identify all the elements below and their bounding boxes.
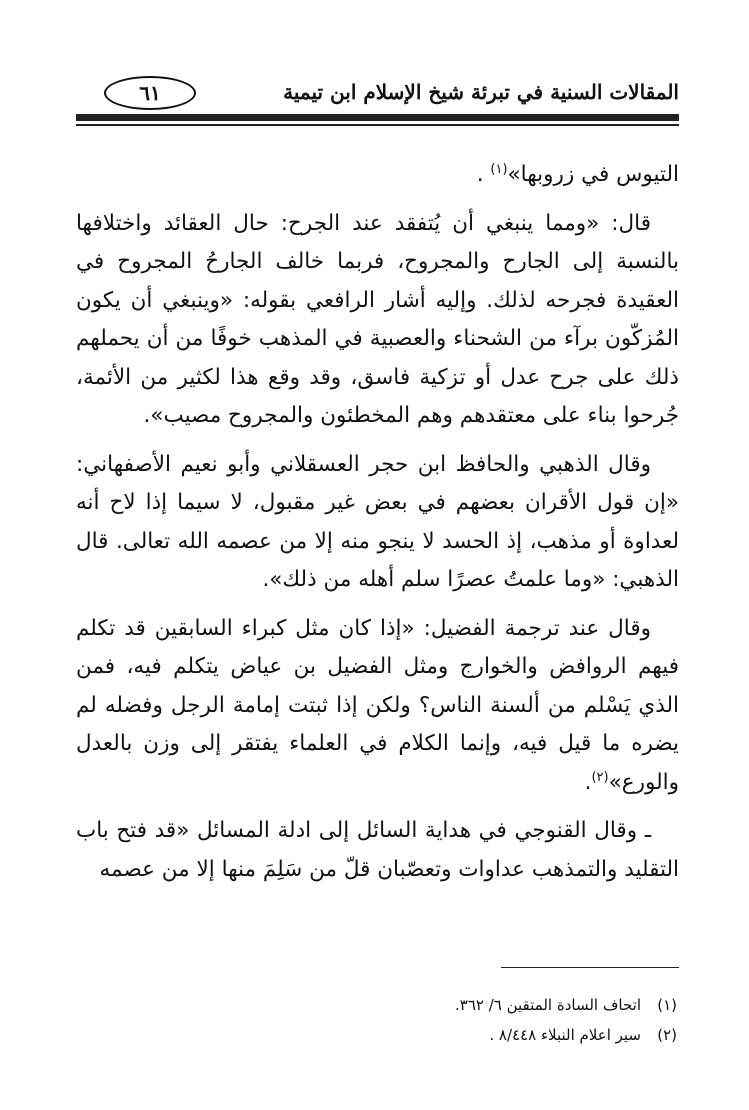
footnote-divider (501, 967, 679, 968)
paragraph (76, 156, 679, 195)
paragraph-text: وقال الذهبي والحافظ ابن حجر العسقلاني وأبو نعيم الأصفهاني: «إن قول الأقران بعضهم في بعض غير مقبول، لا سيما إذا لاح أنه لعداوة أو مذهب، إذ الحسد لا ينجو منه إلا من عصمه الله تعالى. قال الذهبي: «وما علمتُ عصرًا سلم أهله من ذلك». (76, 451, 679, 592)
footnote-number: (١) (657, 996, 677, 1014)
footnote-text: اتحاف السادة المتقين ٦/ ٣٦٢. (455, 996, 641, 1014)
paragraph (76, 446, 679, 600)
footnote-item (76, 990, 677, 1020)
footnote-number: (٢) (657, 1026, 677, 1044)
paragraph-tail: . (584, 769, 592, 795)
footnote-text: سير اعلام النبلاء ٨/٤٤٨ . (489, 1026, 641, 1044)
paragraph-tail: . (476, 162, 491, 187)
footnote-item (76, 1020, 677, 1050)
footnote-ref: (٢) (591, 769, 609, 785)
running-title: المقالات السنية في تبرئة شيخ الإسلام ابن تيمية (283, 80, 679, 104)
header-rule-thin (76, 124, 679, 126)
paragraph (76, 610, 679, 803)
paragraph (76, 812, 679, 889)
header-rule (76, 114, 679, 121)
page-header (76, 74, 679, 118)
paragraph-text: وقال عند ترجمة الفضيل: «إذا كان مثل كبراء السابقين قد تكلم فيهم الروافض والخوارج ومثل الفضيل بن عياض يتكلم فيه، فمن الذي يَسْلم من ألسنة الناس؟ ولكن إذا ثبتت إمامة الرجل وفضله لم يضره ما قيل فيه، وإنما الكلام في العلماء يفتقر إلى وزن بالعدل والورع» (76, 615, 679, 795)
footnotes (76, 990, 677, 1050)
paragraph-text: قال: «ومما ينبغي أن يُتفقد عند الجرح: حال العقائد واختلافها بالنسبة إلى الجارح والمجروح، فربما خالف الجارحُ المجروح في العقيدة فجرحه لذلك. وإليه أشار الرافعي بقوله: «وينبغي أن يكون المُزكّون برآء من الشحناء والعصبية في المذهب خوفًا من أن يحملهم ذلك على جرح عدل أو تزكية فاسق، وقد وقع هذا لكثير من الأئمة، جُرحوا بناء على معتقدهم وهم المخطئون والمجروح مصيب». (76, 210, 679, 428)
paragraph-text: ـ وقال القنوجي في هداية السائل إلى ادلة المسائل «قد فتح باب التقليد والتمذهب عداوات وتعصّبان قلّ من سَلِمَ منها إلا من عصمه (76, 818, 679, 882)
paragraph (76, 205, 679, 436)
paragraph-text: التيوس في زروبها» (507, 162, 679, 187)
body-text (76, 156, 679, 899)
footnote-ref: (١) (490, 161, 508, 177)
page-number: ٦١ (104, 76, 196, 110)
